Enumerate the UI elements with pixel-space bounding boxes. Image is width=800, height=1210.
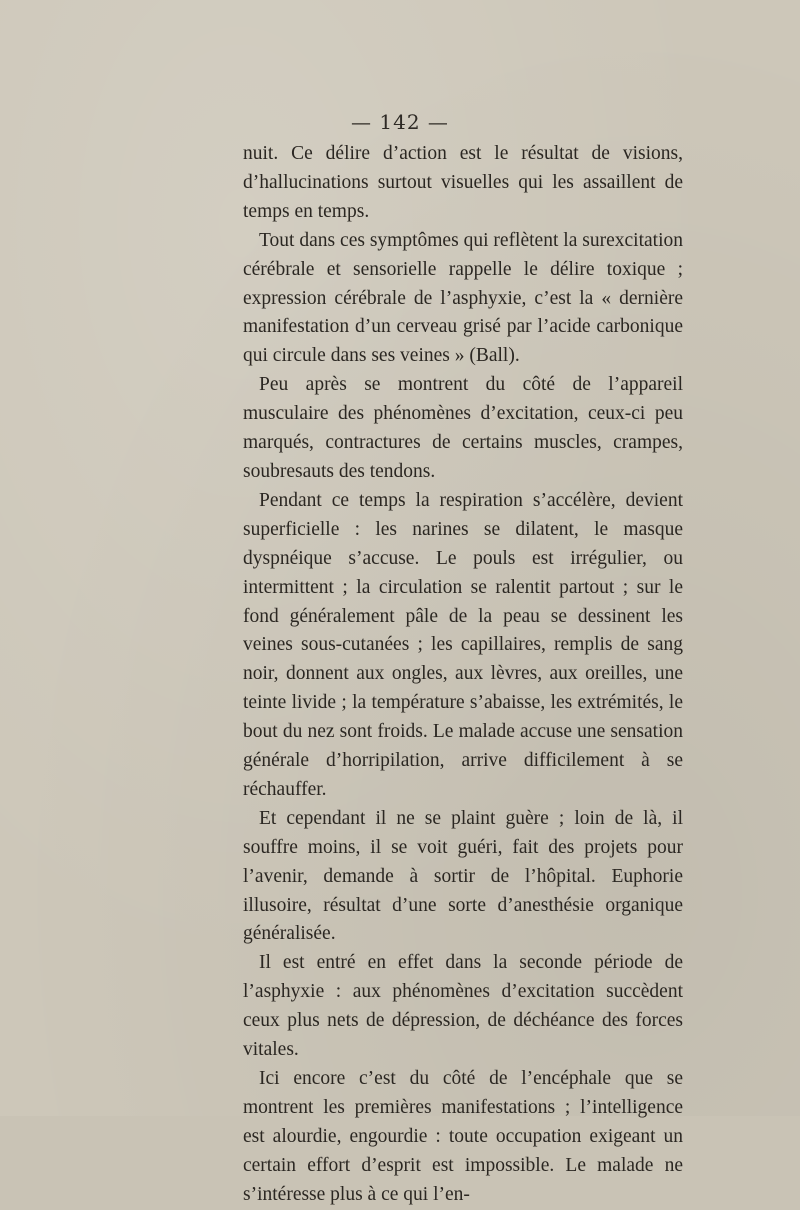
- page-number: — 142 —: [351, 110, 449, 134]
- paragraph: Tout dans ces symptômes qui reflètent la surexcitation cérébrale et sensorielle rappelle le délire toxique ; expression cérébrale de l’asphyxie, c’est la « dernière manifestation d’un cerveau grisé par l’acide carbonique qui circule dans ses veines » (Ball).: [243, 229, 683, 367]
- paragraph: Et cependant il ne se plaint guère ; loin de là, il souffre moins, il se voit guéri, fait des projets pour l’avenir, demande à sortir de l’hôpital. Euphorie illusoire, résultat d’une sorte d’anesthésie organique généralisée.: [243, 807, 683, 945]
- paragraph: nuit. Ce délire d’action est le résultat de visions, d’hallucinations surtout visuelles qui les assaillent de temps en temps.: [243, 143, 683, 222]
- paragraph: Pendant ce temps la respiration s’accélère, devient superficielle : les narines se dilatent, le masque dyspnéique s’accuse. Le pouls est irrégulier, ou intermittent ; la circulation se ralentit partout ; sur le fond généralement pâle de la peau se dessinent les veines sous-cutanées ; les capillaires, remplis de sang noir, donnent aux ongles, aux lèvres, aux oreilles, une teinte livide ; la température s’abaisse, les extrémités, le bout du nez sont froids. Le malade accuse une sensation générale d’horripilation, arrive difficilement à se réchauffer.: [243, 489, 683, 800]
- paragraph: Peu après se montrent du côté de l’appareil musculaire des phénomènes d’excitation, ceux-ci peu marqués, contractures de certains muscles, crampes, soubresauts des tendons.: [243, 374, 683, 482]
- paragraph: Ici encore c’est du côté de l’encéphale que se montrent les premières manifestations ; l’intelligence est alourdie, engourdie : toute occupation exigeant un certain effort d’esprit est impossible. Le malade ne s’intéresse plus à ce qui l’en-: [243, 1068, 683, 1205]
- paragraph: Il est entré en effet dans la seconde période de l’asphyxie : aux phénomènes d’excitation succèdent ceux plus nets de dépression, de déchéance des forces vitales.: [243, 952, 683, 1061]
- body-text: [243, 140, 683, 1210]
